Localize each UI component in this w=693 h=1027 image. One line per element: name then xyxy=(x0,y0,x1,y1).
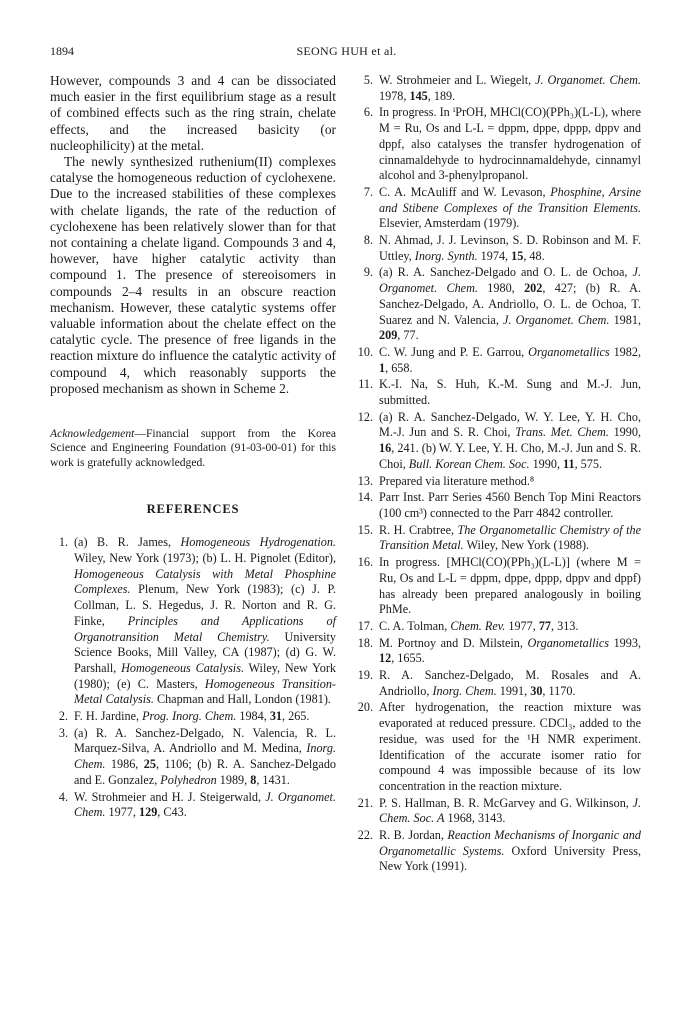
reference-text: 129 xyxy=(139,805,158,820)
reference-text: In progress. In ⁱPrOH, MHCl(CO)(PPh₃)(L-L), where M = Ru, Os and L-L = dppm, dppe, dppp, dppv and dppf, also catalyses the transfer hydrogenation of cinnamaldehyde to hydrocinnamaldehyde, cinnamyl alcohol and 3-phenylpropanol. xyxy=(379,105,641,183)
reference-text: W. Strohmeier and L. Wiegelt, xyxy=(379,73,536,87)
reference-text: 1991, xyxy=(496,683,531,698)
reference-text: (a) B. R. James, xyxy=(74,535,181,550)
reference-number: 15. xyxy=(357,522,373,537)
reference-text: 1968, 3143. xyxy=(444,811,506,826)
reference-text: , 1106; (b) R. A. Sanchez-Delgado and E. Gonzalez, xyxy=(74,757,337,787)
reference-text: , 1170. xyxy=(542,683,576,698)
reference-number: 19. xyxy=(357,668,373,683)
reference-item xyxy=(50,790,336,821)
reference-text: 1978, xyxy=(379,88,410,103)
reference-text: J. Organomet. Chem. xyxy=(74,789,336,820)
reference-text: 1977, xyxy=(105,805,139,820)
reference-item xyxy=(355,73,641,104)
reference-text: , 575. xyxy=(574,456,602,471)
page-number: 1894 xyxy=(50,44,74,58)
reference-text: Prepared via literature method.⁸ xyxy=(379,473,535,488)
reference-text: Prog. Inorg. Chem. xyxy=(142,709,237,724)
reference-list-continued xyxy=(355,73,641,875)
reference-text: After hydrogenation, the reaction mixture was evaporated at reduced pressure. CDCl₃, added to the residue, was used for the ¹H NMR experiment. Identification of the accurate isomer ratio for compound 4 was impossible because of its low concentration in the reaction mixture. xyxy=(379,700,641,793)
reference-text: 8 xyxy=(250,772,257,787)
reference-text: R. B. Jordan, xyxy=(379,828,448,843)
reference-text: K.-I. Na, S. Huh, K.-M. Sung and M.-J. Jun, submitted. xyxy=(379,377,641,408)
reference-text: 1974, xyxy=(477,248,512,263)
reference-text: 25 xyxy=(143,757,156,772)
reference-text: M. Portnoy and D. Milstein, xyxy=(379,635,528,650)
reference-item xyxy=(355,377,641,408)
reference-text: F. H. Jardine, xyxy=(74,709,143,724)
reference-text: (a) R. A. Sanchez-Delgado, W. Y. Lee, Y. H. Cho, M.-J. Jun and S. R. Choi, xyxy=(379,409,641,440)
reference-text: Organometallics xyxy=(527,635,609,650)
reference-text: 16 xyxy=(379,441,392,456)
reference-text: Principles and Applications of Organotransition Metal Chemistry. xyxy=(74,613,336,644)
reference-number: 2. xyxy=(58,709,68,724)
reference-number: 1. xyxy=(58,535,68,550)
reference-number: 20. xyxy=(357,700,373,715)
reference-item xyxy=(50,709,336,725)
reference-number: 12. xyxy=(357,409,373,424)
reference-text: Oxford University Press, New York (1991). xyxy=(379,843,642,874)
reference-text: Plenum, New York (1983); (c) J. P. Collman, L. S. Hegedus, J. R. Norton and R. G. Finke, xyxy=(74,582,336,628)
reference-text: , 48. xyxy=(523,248,545,263)
reference-text: Trans. Met. Chem. xyxy=(515,425,609,440)
reference-text: , 427; (b) R. A. Sanchez-Delgado, A. Andriollo, O. L. de Ochoa, T. Suarez and N. Valencia, xyxy=(379,281,642,327)
reference-text: 1981, xyxy=(609,312,641,327)
body-paragraph: The newly synthesized ruthenium(II) complexes catalyse the homogeneous reduction of cyclohexene. Due to the increased stabilities of these complexes with chelate ligands, the rate of the reduction of cyclohexene has been relatively slower than for that not containing a chelate ligand. Compounds 3 and 4, however, have higher catalytic activity than compound 1. The presence of stereoisomers in compounds 2–4 results in an obscure reaction mechanism. However, these catalytic systems offer valuable information about the chelate effect on the catalytic cycle. The presence of free ligands in the reaction mixture do influence the catalytic activity of compound 4, which reasonably supports the proposed mechanism as shown in Scheme 2. xyxy=(50,154,336,396)
reference-text: 30 xyxy=(530,683,543,698)
reference-text: Parr Inst. Parr Series 4560 Bench Top Mini Reactors (100 cm³) connected to the Parr 4842 controller. xyxy=(379,490,641,520)
reference-text: Homogeneous Hydrogenation. xyxy=(180,535,336,550)
reference-text: 15 xyxy=(511,248,524,263)
reference-item xyxy=(355,265,641,344)
acknowledgement xyxy=(50,427,336,470)
acknowledgement-title: Acknowledgement xyxy=(50,427,135,441)
reference-text: Wiley, New York (1988). xyxy=(463,538,590,553)
reference-text: P. S. Hallman, B. R. McGarvey and G. Wilkinson, xyxy=(379,795,633,810)
reference-text: 1977, xyxy=(505,618,539,633)
reference-number: 17. xyxy=(357,618,373,633)
reference-text: In progress. [MHCl(CO)(PPh₃)(L-L)] (where M = Ru, Os and L-L = dppm, dppe, dppp, dppv and dppf) has already been prepared analogously in boiling PhMe. xyxy=(379,555,641,617)
reference-item xyxy=(355,233,641,264)
reference-text: , 658. xyxy=(385,360,413,375)
reference-item xyxy=(355,105,641,184)
reference-text: W. Strohmeier and H. J. Steigerwald, xyxy=(74,789,266,804)
reference-number: 5. xyxy=(363,73,373,87)
reference-text: 1989, xyxy=(216,772,251,787)
reference-text: University Science Books, Mill Valley, CA (1987); (d) G. W. Parshall, xyxy=(74,629,336,675)
reference-text: Polyhedron xyxy=(160,772,217,787)
right-column xyxy=(355,73,641,876)
reference-number: 9. xyxy=(363,265,373,280)
page-header xyxy=(50,44,643,58)
reference-text: Chapman and Hall, London (1981). xyxy=(153,692,331,707)
reference-number: 22. xyxy=(357,828,373,843)
reference-text: 1990, xyxy=(529,456,564,471)
reference-text: , 313. xyxy=(551,618,579,633)
reference-text: 1 xyxy=(379,360,386,375)
reference-text: J. Organomet. Chem. xyxy=(379,265,641,296)
reference-text: Elsevier, Amsterdam (1979). xyxy=(379,216,520,231)
reference-text: Phosphine, Arsine and Stibene Complexes of the Transition Elements. xyxy=(379,184,641,215)
reference-number: 8. xyxy=(363,233,373,248)
reference-text: C. A. Tolman, xyxy=(379,618,451,633)
reference-text: Reaction Mechanisms of Inorganic and Organometallic Systems. xyxy=(379,828,641,858)
reference-text: 31 xyxy=(269,709,283,724)
reference-item xyxy=(355,185,641,232)
reference-text: 202 xyxy=(524,281,543,296)
reference-text: 1984, xyxy=(236,709,270,724)
reference-text: C. A. McAuliff and W. Levason, xyxy=(379,184,551,199)
reference-item xyxy=(355,619,641,635)
body-paragraph: However, compounds 3 and 4 can be dissociated much easier in the first equilibrium stage as a result of combined effects such as the ring strain, chelate effects, and the increased basicity (or nucleophilicity) at the metal. xyxy=(50,73,336,153)
reference-text: (a) R. A. Sanchez-Delgado and O. L. de Ochoa, xyxy=(379,265,633,280)
reference-item xyxy=(355,345,641,376)
reference-text: , 265. xyxy=(282,709,310,724)
reference-item xyxy=(355,474,641,490)
reference-text: (a) R. A. Sanchez-Delgado, N. Valencia, R. L. Marquez-Silva, A. Andriollo and M. Medina, xyxy=(74,725,336,756)
reference-text: Wiley, New York (1973); (b) L. H. Pignolet (Editor), xyxy=(74,550,336,565)
reference-text: J. Organomet. Chem. xyxy=(535,73,641,87)
reference-item xyxy=(355,828,641,875)
reference-text: Wiley, New York (1980); (e) C. Masters, xyxy=(74,660,336,691)
reference-number: 11. xyxy=(358,377,373,392)
reference-text: C. W. Jung and P. E. Garrou, xyxy=(379,344,529,359)
running-head: SEONG HUH et al. xyxy=(296,44,397,58)
reference-text: Inorg. Chem. xyxy=(74,741,336,772)
reference-text: 209 xyxy=(379,328,398,343)
reference-number: 10. xyxy=(357,344,373,359)
reference-item xyxy=(355,668,641,699)
reference-text: J. Chem. Soc. A xyxy=(379,795,641,826)
reference-item xyxy=(355,796,641,827)
reference-list xyxy=(50,535,336,821)
reference-number: 7. xyxy=(363,184,373,199)
reference-text: Homogeneous Transition-Metal Catalysis. xyxy=(74,676,336,707)
acknowledgement-text: —Financial support from the Korea Science and Engineering Foundation (91-03-00-01) for this work is gratefully acknowledged. xyxy=(50,427,336,469)
reference-text: 145 xyxy=(409,88,428,103)
reference-text: J. Organomet. Chem. xyxy=(503,312,610,327)
reference-number: 14. xyxy=(357,490,373,505)
reference-text: Inorg. Synth. xyxy=(414,248,478,263)
reference-number: 3. xyxy=(58,725,68,740)
reference-text: , 77. xyxy=(397,328,419,343)
reference-text: 1980, xyxy=(477,281,525,296)
reference-text: , C43. xyxy=(157,805,187,820)
reference-item xyxy=(355,410,641,473)
reference-text: The Organometallic Chemistry of the Transition Metal. xyxy=(379,522,641,553)
references-heading: REFERENCES xyxy=(146,502,240,517)
reference-text: Homogeneous Catalysis with Metal Phosphine Complexes. xyxy=(74,566,336,597)
reference-text: , 241. (b) W. Y. Lee, Y. H. Cho, M.-J. Jun and S. R. Choi, xyxy=(379,441,641,471)
reference-text: , 1431. xyxy=(256,772,290,787)
reference-text: 11 xyxy=(563,456,575,471)
reference-text: 1990, xyxy=(608,425,642,440)
reference-number: 16. xyxy=(357,555,373,570)
reference-item xyxy=(50,726,336,789)
reference-text: R. A. Sanchez-Delgado, M. Rosales and A. Andriollo, xyxy=(379,668,641,698)
reference-text: Inorg. Chem. xyxy=(432,683,497,698)
reference-text: 12 xyxy=(379,651,392,666)
reference-item xyxy=(355,700,641,794)
reference-item xyxy=(355,523,641,554)
reference-text: N. Ahmad, J. J. Levinson, S. D. Robinson and M. F. Uttley, xyxy=(379,233,641,263)
reference-number: 21. xyxy=(357,795,373,810)
reference-text: Homogeneous Catalysis. xyxy=(121,660,244,675)
reference-number: 4. xyxy=(58,789,68,804)
reference-item xyxy=(50,535,336,708)
reference-text: , 189. xyxy=(427,88,456,103)
reference-item xyxy=(355,555,641,618)
reference-item xyxy=(355,490,641,521)
reference-text: 1986, xyxy=(105,757,144,772)
reference-text: Organometallics xyxy=(528,344,610,359)
reference-number: 6. xyxy=(363,105,373,120)
reference-text: Chem. Rev. xyxy=(450,618,506,633)
reference-text: R. H. Crabtree, xyxy=(379,522,458,537)
reference-text: 1982, xyxy=(609,344,641,359)
left-column xyxy=(50,73,336,822)
reference-text: 77 xyxy=(538,618,552,633)
reference-text: 1993, xyxy=(609,635,642,650)
reference-item xyxy=(355,636,641,667)
reference-number: 13. xyxy=(357,473,373,488)
reference-text: , 1655. xyxy=(391,651,425,666)
reference-number: 18. xyxy=(357,635,373,650)
reference-text: Bull. Korean Chem. Soc. xyxy=(408,456,530,471)
